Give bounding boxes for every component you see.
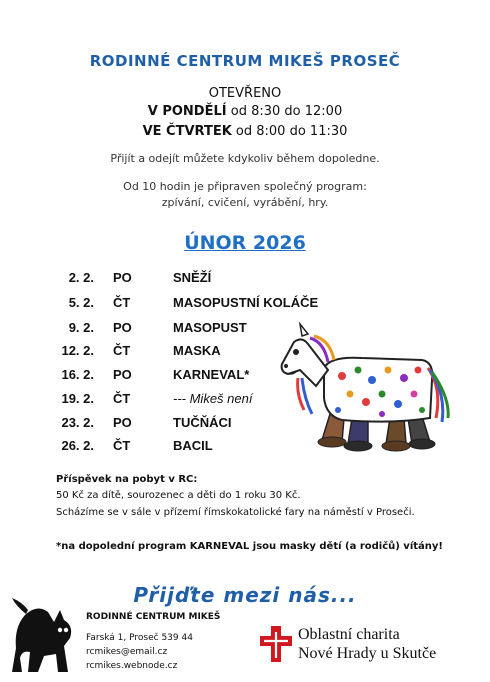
schedule-row	[0, 270, 340, 292]
schedule-event: SNĚŽÍ	[173, 270, 212, 285]
schedule-weekday: ČT	[113, 438, 131, 453]
schedule-weekday: ČT	[113, 343, 131, 358]
schedule-weekday: PO	[113, 270, 132, 285]
slogan: Přijďte mezi nás...	[133, 583, 357, 607]
hours-time: od 8:30 do 12:00	[230, 104, 343, 119]
charity-name-line: Nové Hrady u Skutče	[298, 645, 437, 662]
schedule-date: 5. 2.	[68, 295, 94, 310]
schedule-event: MASOPUSTNÍ KOLÁČE	[173, 295, 319, 310]
schedule-row	[0, 295, 340, 317]
schedule-weekday: PO	[113, 367, 132, 382]
org-web: rcmikes.webnode.cz	[86, 661, 178, 671]
schedule-date: 23. 2.	[61, 415, 94, 430]
schedule-event: --- Mikeš není	[173, 391, 253, 406]
fee-title: Příspěvek na pobyt v RC:	[56, 474, 198, 485]
schedule-weekday: ČT	[113, 295, 131, 310]
fee-text: 50 Kč za dítě, sourozenec a děti do 1 roku 30 Kč.	[56, 490, 301, 501]
charity-cross-logo-icon	[258, 624, 294, 664]
info-note: Přijít a odejít můžete kdykoliv během dopoledne.	[110, 152, 380, 165]
schedule-event: MASOPUST	[173, 320, 247, 335]
schedule-event: MASKA	[173, 343, 221, 358]
schedule-date: 26. 2.	[61, 438, 94, 453]
charity-name-line: Oblastní charita	[298, 626, 400, 643]
schedule-weekday: ČT	[113, 391, 131, 406]
venue-text: Scházíme se v sále v přízemí římskokatolické fary na náměstí v Proseči.	[56, 507, 415, 518]
open-label: OTEVŘENO	[208, 86, 282, 101]
schedule-weekday: PO	[113, 415, 132, 430]
schedule-weekday: PO	[113, 320, 132, 335]
org-address: Farská 1, Proseč 539 44	[86, 633, 193, 643]
black-cat-logo-icon	[4, 596, 76, 674]
hours-time: od 8:00 do 11:30	[235, 124, 348, 139]
month-heading: ÚNOR 2026	[184, 232, 306, 254]
schedule-event: BACIL	[173, 438, 213, 453]
carnival-horse-icon	[272, 318, 452, 458]
program-note: Od 10 hodin je připraven společný program:	[123, 180, 367, 193]
page-title: RODINNÉ CENTRUM MIKEŠ PROSEČ	[89, 52, 401, 70]
hours-monday	[0, 104, 490, 119]
org-name: RODINNÉ CENTRUM MIKEŠ	[86, 612, 221, 622]
hours-thursday	[0, 124, 490, 139]
hours-day: VE ČTVRTEK	[142, 124, 232, 139]
org-email: rcmikes@email.cz	[86, 647, 168, 657]
schedule-date: 9. 2.	[68, 320, 94, 335]
schedule-date: 2. 2.	[68, 270, 94, 285]
carnival-note: *na dopolední program KARNEVAL jsou masky dětí (a rodičů) vítány!	[56, 541, 443, 552]
schedule-date: 16. 2.	[61, 367, 94, 382]
schedule-event: TUČŇÁCI	[173, 415, 232, 430]
schedule-date: 19. 2.	[61, 391, 94, 406]
program-activities: zpívání, cvičení, vyrábění, hry.	[161, 196, 329, 209]
hours-day: V PONDĚLÍ	[147, 104, 227, 119]
schedule-date: 12. 2.	[61, 343, 94, 358]
schedule-event: KARNEVAL*	[173, 367, 250, 382]
